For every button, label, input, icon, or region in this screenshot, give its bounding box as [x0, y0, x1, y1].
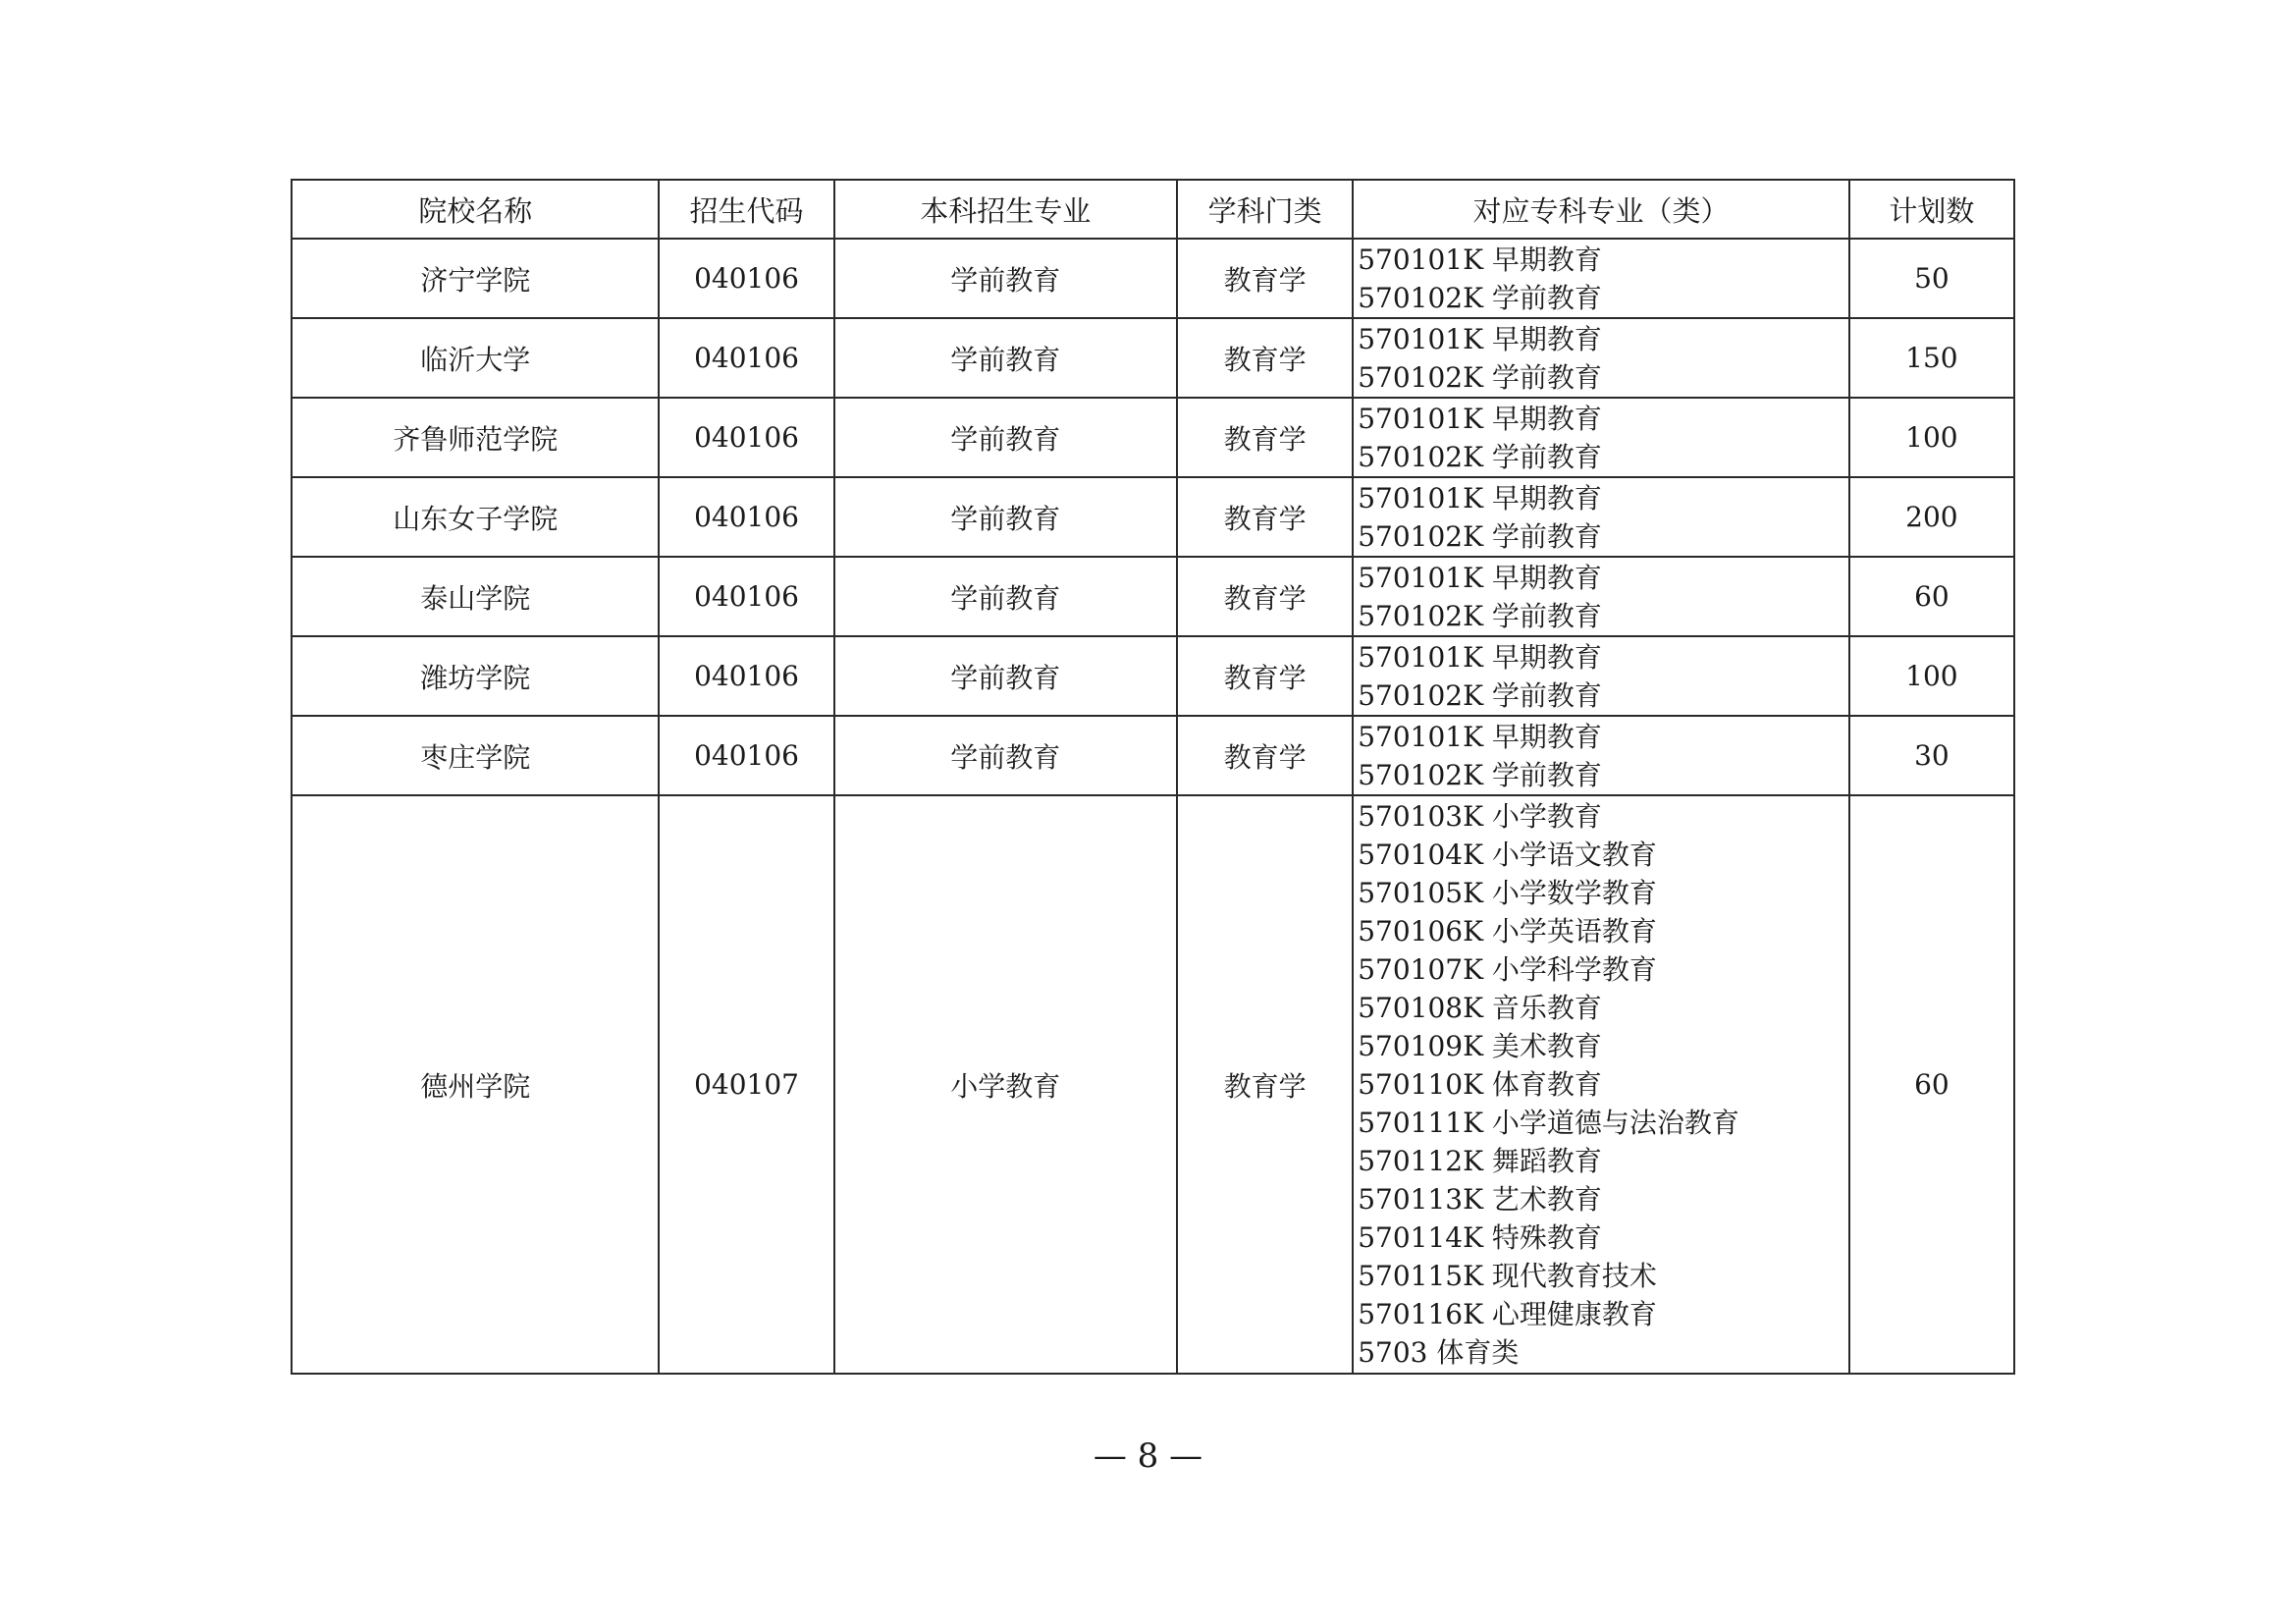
page-number: — 8 —: [1093, 1436, 1203, 1476]
junior-major-item: 570101K 早期教育: [1358, 640, 1602, 674]
cell-code: 040106: [659, 477, 833, 557]
cell-school: 齐鲁师范学院: [292, 398, 659, 477]
table-header-row: [292, 180, 2014, 239]
cell-school: 临沂大学: [292, 318, 659, 398]
cell-school: 枣庄学院: [292, 716, 659, 795]
cell-school: 潍坊学院: [292, 636, 659, 716]
cell-major: 学前教育: [834, 239, 1177, 318]
junior-major-item: 570105K 小学数学教育: [1358, 877, 1657, 909]
junior-major-item: 570101K 早期教育: [1358, 322, 1602, 355]
junior-major-item: 570106K 小学英语教育: [1358, 915, 1657, 947]
header-code: 招生代码: [659, 180, 833, 239]
cell-school: 济宁学院: [292, 239, 659, 318]
table-body: [292, 239, 2014, 1374]
cell-major: 学前教育: [834, 398, 1177, 477]
cell-quota: 200: [1849, 477, 2014, 557]
junior-major-item: 570115K 现代教育技术: [1358, 1260, 1657, 1292]
cell-quota: 50: [1849, 239, 2014, 318]
cell-quota: 30: [1849, 716, 2014, 795]
cell-code: 040106: [659, 716, 833, 795]
header-category: 学科门类: [1177, 180, 1353, 239]
cell-major: 学前教育: [834, 716, 1177, 795]
cell-school: 山东女子学院: [292, 477, 659, 557]
junior-major-item: 570103K 小学教育: [1358, 800, 1602, 833]
junior-major-item: 570102K 学前教育: [1358, 519, 1602, 553]
junior-major-item: 570107K 小学科学教育: [1358, 953, 1657, 986]
header-quota: 计划数: [1849, 180, 2014, 239]
cell-major: 小学教育: [834, 795, 1177, 1374]
table-row: [292, 716, 2014, 795]
cell-quota: 60: [1849, 795, 2014, 1374]
cell-quota: 100: [1849, 398, 2014, 477]
junior-major-item: 570112K 舞蹈教育: [1358, 1145, 1602, 1177]
header-major: 本科招生专业: [834, 180, 1177, 239]
junior-major-item: 570109K 美术教育: [1358, 1030, 1602, 1062]
junior-major-item: 570101K 早期教育: [1358, 720, 1602, 753]
cell-code: 040106: [659, 398, 833, 477]
cell-category: 教育学: [1177, 636, 1353, 716]
table-row: [292, 318, 2014, 398]
cell-category: 教育学: [1177, 398, 1353, 477]
enrollment-plan-table: [291, 179, 2015, 1375]
cell-code: 040106: [659, 318, 833, 398]
cell-major: 学前教育: [834, 557, 1177, 636]
cell-category: 教育学: [1177, 716, 1353, 795]
cell-quota: 150: [1849, 318, 2014, 398]
junior-major-item: 570102K 学前教育: [1358, 678, 1602, 712]
table-row: [292, 557, 2014, 636]
cell-junior-majors: [1353, 636, 1849, 716]
cell-junior-majors: [1353, 398, 1849, 477]
junior-major-item: 570102K 学前教育: [1358, 360, 1602, 394]
junior-major-item: 570104K 小学语文教育: [1358, 839, 1657, 871]
cell-quota: 60: [1849, 557, 2014, 636]
cell-junior-majors: [1353, 477, 1849, 557]
cell-major: 学前教育: [834, 477, 1177, 557]
cell-school: 泰山学院: [292, 557, 659, 636]
cell-quota: 100: [1849, 636, 2014, 716]
junior-major-item: 570108K 音乐教育: [1358, 992, 1602, 1024]
cell-junior-majors: [1353, 557, 1849, 636]
header-junior-majors: 对应专科专业（类）: [1353, 180, 1849, 239]
cell-major: 学前教育: [834, 636, 1177, 716]
junior-major-item: 570114K 特殊教育: [1358, 1221, 1602, 1254]
junior-major-item: 570102K 学前教育: [1358, 440, 1602, 473]
table-row: [292, 239, 2014, 318]
table-row: [292, 636, 2014, 716]
cell-code: 040107: [659, 795, 833, 1374]
cell-junior-majors: [1353, 795, 1849, 1374]
junior-major-item: 570110K 体育教育: [1358, 1068, 1602, 1101]
cell-category: 教育学: [1177, 239, 1353, 318]
cell-category: 教育学: [1177, 318, 1353, 398]
junior-major-item: 570101K 早期教育: [1358, 402, 1602, 435]
junior-major-item: 570116K 心理健康教育: [1358, 1298, 1657, 1330]
header-school: 院校名称: [292, 180, 659, 239]
cell-code: 040106: [659, 557, 833, 636]
junior-major-item: 570101K 早期教育: [1358, 481, 1602, 514]
junior-major-item: 570113K 艺术教育: [1358, 1183, 1602, 1216]
cell-code: 040106: [659, 636, 833, 716]
junior-major-item: 570102K 学前教育: [1358, 281, 1602, 314]
table-row: [292, 795, 2014, 1374]
junior-major-item: 570102K 学前教育: [1358, 599, 1602, 632]
cell-junior-majors: [1353, 318, 1849, 398]
junior-major-item: 570101K 早期教育: [1358, 561, 1602, 594]
junior-major-item: 570111K 小学道德与法治教育: [1358, 1107, 1739, 1139]
cell-category: 教育学: [1177, 477, 1353, 557]
cell-code: 040106: [659, 239, 833, 318]
cell-junior-majors: [1353, 239, 1849, 318]
cell-category: 教育学: [1177, 557, 1353, 636]
cell-category: 教育学: [1177, 795, 1353, 1374]
junior-major-item: 5703 体育类: [1358, 1336, 1520, 1369]
cell-major: 学前教育: [834, 318, 1177, 398]
junior-major-item: 570102K 学前教育: [1358, 758, 1602, 791]
table-row: [292, 477, 2014, 557]
cell-junior-majors: [1353, 716, 1849, 795]
junior-major-item: 570101K 早期教育: [1358, 243, 1602, 276]
cell-school: 德州学院: [292, 795, 659, 1374]
table-row: [292, 398, 2014, 477]
